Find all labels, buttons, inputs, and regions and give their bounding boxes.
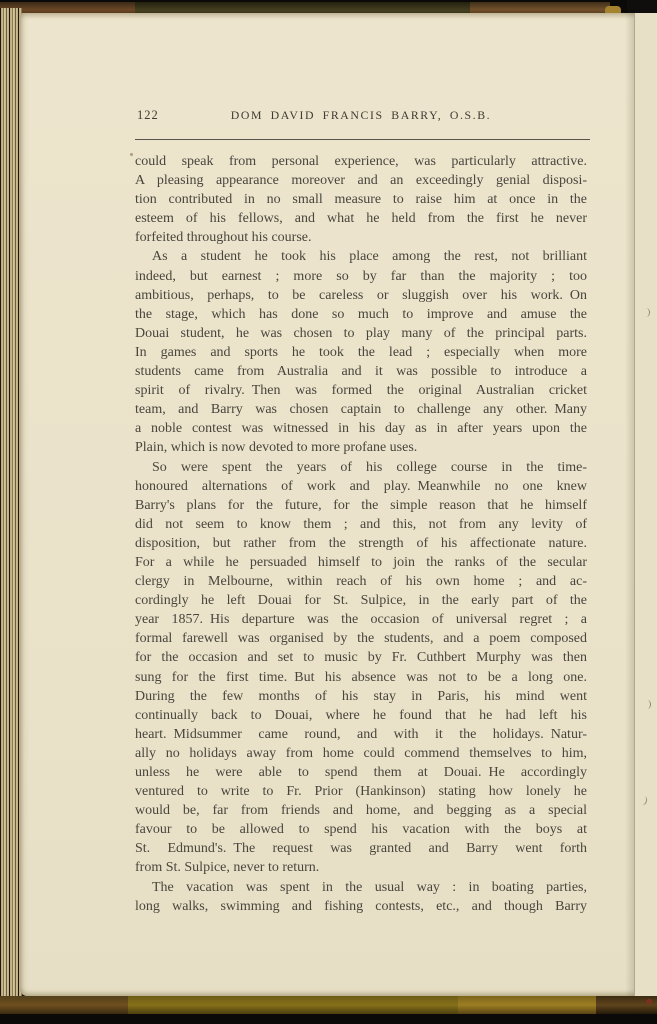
text-line: The vacation was spent in the usual way : in boating parties, (152, 879, 587, 895)
text-line: forfeited throughout his course. (135, 230, 312, 246)
running-header-row (135, 108, 587, 126)
text-line: could speak from personal experience, was particularly attractive. (135, 154, 587, 169)
text-line: St. Edmund's. The request was granted and Barry went forth (135, 841, 587, 857)
margin-mark (643, 308, 650, 317)
cover-bottom-edge-gilt (128, 996, 458, 1014)
text-line: for the occasion and set to music by Fr. Cuthbert Murphy was then (135, 650, 587, 666)
text-line: sung for the first time. But his absence was not to be a long one. (135, 669, 587, 685)
text-line: students came from Australia and it was possible to introduce a (135, 364, 587, 380)
cover-bottom-edge-gilt-light (458, 996, 596, 1014)
text-line: continually back to Douai, where he found that he had left his (135, 707, 587, 723)
text-line: ambitious, perhaps, to be careless or sluggish over his work. On (135, 287, 587, 303)
text-line: In games and sports he took the lead ; especially when more (135, 344, 587, 360)
text-line: During the few months of his stay in Paris, his mind went (135, 688, 587, 704)
cover-red-speck (646, 999, 652, 1004)
margin-mark (644, 700, 651, 709)
paragraph (135, 152, 587, 247)
text-line: A pleasing appearance moreover and an exceedingly genial disposi- (135, 173, 587, 189)
text-line: ally no holidays away from home could commend themselves to him, (135, 745, 587, 761)
text-line: spirit of rivalry. Then was formed the original Australian cricket (135, 383, 587, 399)
page-number: 122 (137, 108, 159, 122)
text-block (135, 152, 587, 916)
text-line: ventured to write to Fr. Prior (Hankinson) stating how lonely he (135, 784, 587, 800)
text-line: a noble contest was witnessed in his day as in after years upon the (135, 421, 587, 437)
text-line: formal farewell was organised by the students, and a poem composed (135, 631, 587, 647)
running-header: DOM DAVID FRANCIS BARRY, O.S.B. (230, 108, 492, 122)
text-line: long walks, swimming and fishing contests, etc., and though Barry (135, 898, 587, 914)
text-line: tion contributed in no small measure to raise him at once in the (135, 192, 587, 208)
text-line: favour to be allowed to spend his vacation with the boys at (135, 822, 587, 838)
text-line: So were spent the years of his college course in the time- (152, 459, 587, 475)
text-line: disposition, but rather from the strength of his affectionate nature. (135, 535, 587, 551)
text-line: did not seem to know them ; and this, not from any levity of (135, 516, 587, 532)
cover-bottom-edge-left (0, 996, 128, 1014)
text-line: would be, far from friends and home, and begging as a special (135, 803, 587, 819)
text-line: clergy in Melbourne, within reach of his own home ; and ac- (135, 574, 587, 590)
text-line: Plain, which is now devoted to more profane uses. (135, 440, 418, 456)
text-line: For a while he persuaded himself to join the ranks of the secular (135, 554, 587, 570)
text-line: cordingly he left Douai for St. Sulpice, in the early part of the (135, 593, 587, 609)
text-line: team, and Barry was chosen captain to challenge any other. Many (135, 402, 587, 418)
book-page (20, 13, 657, 996)
paragraph (135, 458, 587, 878)
paragraph (135, 247, 587, 457)
text-line: Douai student, he was chosen to play many of the principal parts. (135, 325, 587, 341)
header-rule (135, 139, 590, 140)
text-line: Barry's plans for the future, for the simple reason that he himself (135, 497, 587, 513)
text-line: indeed, but earnest ; more so by far than the majority ; too (135, 268, 587, 284)
text-line: heart. Midsummer came round, and with it the holidays. Natur- (135, 726, 587, 742)
text-line: unless he were able to spend them at Douai. He accordingly (135, 765, 587, 780)
paragraph (135, 878, 587, 916)
page-edges-left (0, 8, 22, 1008)
text-line: from St. Sulpice, never to return. (135, 860, 320, 876)
text-line: the stage, which has done so much to improve and amuse the (135, 306, 587, 322)
text-line: esteem of his fellows, and what he held from the first he never (135, 211, 587, 227)
text-line: As a student he took his place among the rest, not brilliant (152, 249, 587, 265)
facing-page-edge (634, 13, 657, 996)
paper-fleck (130, 153, 133, 156)
text-line: honoured alternations of work and play. Meanwhile no one knew (135, 478, 587, 494)
text-line: year 1857. His departure was the occasion of universal regret ; a (135, 612, 587, 628)
